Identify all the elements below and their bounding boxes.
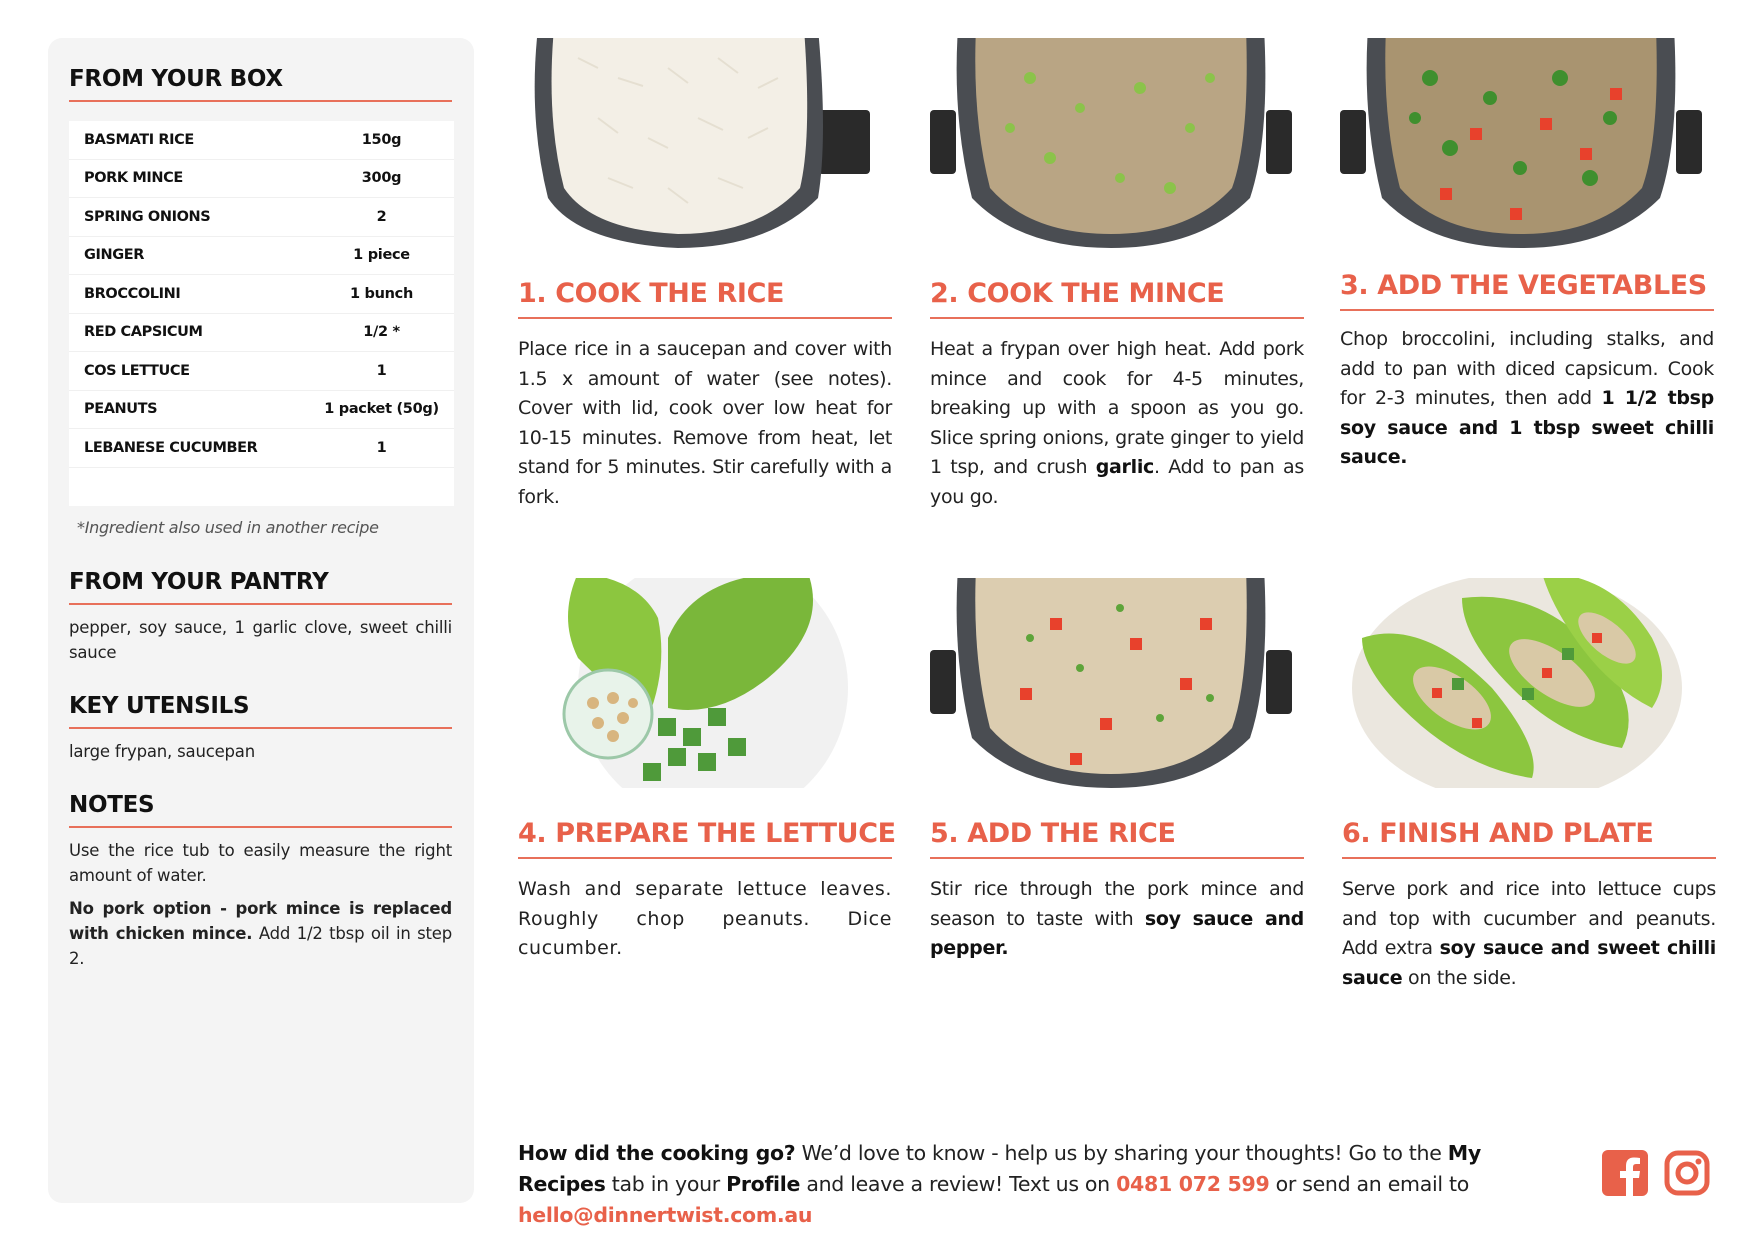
footer-text: or send an email to — [1269, 1172, 1469, 1196]
step-5-image — [930, 578, 1292, 788]
step-1 — [518, 38, 892, 512]
ingredient-qty: 2 — [376, 208, 387, 225]
step-2-text-a: Heat a frypan over high heat. Add pork mince and cook for 4-5 minutes, breaking up with a spoon as you go. Slice spring onions, grate ginger to yield 1 tsp, and crush — [930, 338, 1304, 478]
ingredient-row — [69, 198, 454, 237]
pantry-section — [69, 569, 452, 665]
step-6-image — [1342, 578, 1704, 788]
notes-bold: No pork option - pork mince is replaced with chicken mince. — [69, 898, 452, 943]
utensils-title: KEY UTENSILS — [69, 693, 452, 729]
step-2-text-b: . Add to pan as you go. — [930, 456, 1304, 508]
instagram-icon[interactable] — [1664, 1150, 1710, 1196]
step-1-image — [518, 38, 880, 248]
ingredient-row — [69, 352, 454, 391]
ingredient-qty: 1 bunch — [350, 285, 413, 302]
step-3-image — [1340, 38, 1702, 248]
step-6 — [1342, 578, 1716, 993]
ingredient-name: LEBANESE CUCUMBER — [84, 439, 258, 456]
step-4 — [518, 578, 896, 964]
step-5-bold: soy sauce and pepper. — [930, 907, 1304, 959]
utensils-section — [69, 693, 452, 764]
step-3-text-a: Chop broccolini, including stalks, and add to pan with diced capsicum. Cook for 2-3 minutes, then add — [1340, 328, 1714, 409]
step-3-title: 3. ADD THE VEGETABLES — [1340, 270, 1714, 311]
step-4-title: 4. PREPARE THE LETTUCE — [518, 818, 892, 859]
notes-title: NOTES — [69, 792, 452, 828]
step-2-text — [930, 335, 1304, 512]
ingredient-qty: 150g — [361, 131, 402, 148]
ingredients-table — [69, 121, 454, 506]
facebook-icon[interactable] — [1602, 1150, 1648, 1196]
step-6-title: 6. FINISH AND PLATE — [1342, 818, 1716, 859]
step-2-bold: garlic — [1095, 456, 1154, 478]
step-6-text-a: Serve pork and rice into lettuce cups and top with cucumber and peanuts. Add extra — [1342, 878, 1716, 959]
step-6-text-b: on the side. — [1402, 966, 1517, 989]
step-3-bold: 1 1/2 tbsp soy sauce and 1 tbsp sweet chilli sauce. — [1340, 387, 1714, 468]
notes-text-2 — [69, 896, 452, 971]
ingredient-qty: 1 packet (50g) — [324, 401, 439, 418]
notes-section — [69, 792, 452, 971]
step-1-title: 1. COOK THE RICE — [518, 278, 892, 319]
ingredient-qty: 1/2 * — [363, 324, 400, 341]
ingredient-qty: 1 — [376, 362, 387, 379]
step-1-text: Place rice in a saucepan and cover with 1.5 x amount of water (see notes). Cover with lid, cook over low heat for 10-15 minutes. Remove from heat, let stand for 5 minutes. Stir carefully with a fork. — [518, 338, 892, 508]
notes-rest: Add 1/2 tbsp oil in step 2. — [69, 923, 452, 968]
footer-profile: Profile — [726, 1172, 801, 1196]
ingredient-empty-row — [69, 468, 454, 506]
step-5-text — [930, 875, 1304, 964]
ingredient-name: RED CAPSICUM — [84, 324, 203, 341]
ingredient-row — [69, 121, 454, 160]
sidebar — [48, 38, 474, 1203]
notes-text-1: Use the rice tub to easily measure the right amount of water. — [69, 840, 452, 885]
step-3 — [1340, 38, 1714, 473]
footer-bold-question: How did the cooking go? — [518, 1141, 796, 1165]
step-2 — [930, 38, 1304, 512]
ingredient-name: BASMATI RICE — [84, 131, 194, 148]
ingredient-row — [69, 314, 454, 353]
footer-email-link[interactable]: hello@dinnertwist.com.au — [518, 1203, 813, 1227]
ingredient-qty: 1 piece — [353, 247, 410, 264]
step-5 — [930, 578, 1304, 964]
ingredient-row — [69, 275, 454, 314]
pantry-title: FROM YOUR PANTRY — [69, 569, 452, 605]
footer-text: and leave a review! Text us on — [800, 1172, 1117, 1196]
ingredient-row — [69, 237, 454, 276]
pantry-text: pepper, soy sauce, 1 garlic clove, sweet chilli sauce — [69, 617, 452, 662]
from-your-box-title: FROM YOUR BOX — [69, 66, 452, 102]
footer-my-recipes: My Recipes — [518, 1141, 1481, 1196]
step-3-text — [1340, 325, 1714, 473]
ingredient-name: PORK MINCE — [84, 170, 183, 187]
step-5-title: 5. ADD THE RICE — [930, 818, 1304, 859]
ingredient-qty: 1 — [376, 439, 387, 456]
footer-phone-link[interactable]: 0481 072 599 — [1116, 1172, 1270, 1196]
step-2-image — [930, 38, 1292, 248]
step-2-title: 2. COOK THE MINCE — [930, 278, 1304, 319]
ingredient-row — [69, 391, 454, 430]
ingredient-qty: 300g — [361, 170, 402, 187]
step-4-image — [518, 578, 880, 788]
step-6-bold: soy sauce and sweet chilli sauce — [1342, 937, 1716, 989]
step-5-text-a: Stir rice through the pork mince and season to taste with — [930, 878, 1304, 930]
step-6-text — [1342, 875, 1716, 993]
ingredient-name: PEANUTS — [84, 401, 158, 418]
ingredient-row — [69, 160, 454, 199]
ingredient-name: COS LETTUCE — [84, 362, 190, 379]
ingredient-name: SPRING ONIONS — [84, 208, 211, 225]
utensils-text: large frypan, saucepan — [69, 741, 255, 761]
footer-text: We’d love to know - help us by sharing your thoughts! Go to the — [795, 1141, 1448, 1165]
ingredient-name: BROCCOLINI — [84, 285, 181, 302]
footer-feedback — [518, 1138, 1568, 1231]
ingredient-row — [69, 429, 454, 468]
ingredient-footnote: *Ingredient also used in another recipe — [77, 517, 379, 537]
footer-text: tab in your — [605, 1172, 727, 1196]
ingredient-name: GINGER — [84, 247, 145, 264]
step-4-text: Wash and separate lettuce leaves. Roughly chop peanuts. Dice cucumber. — [518, 878, 892, 959]
